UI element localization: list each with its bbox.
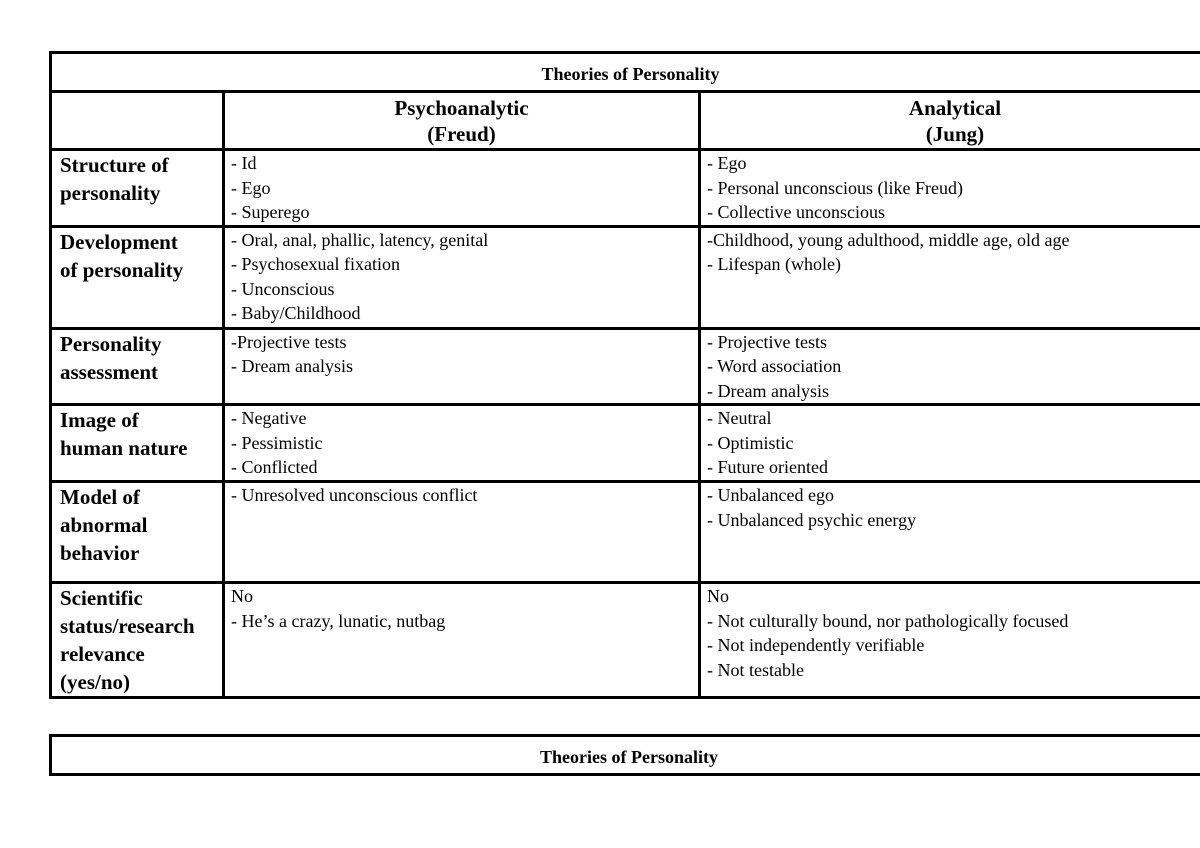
jung-cell [700, 328, 1200, 405]
row-label [51, 226, 224, 328]
row-label [51, 405, 224, 482]
freud-cell-line: - Baby/Childhood [231, 303, 361, 323]
freud-cell-line: - Conflicted [231, 457, 318, 477]
table-row [51, 328, 1200, 405]
jung-cell-line: - Word association [707, 356, 842, 376]
jung-cell-line: - Neutral [707, 408, 772, 428]
freud-cell-line: - Psychosexual fixation [231, 254, 400, 274]
jung-cell-line: - Future oriented [707, 457, 828, 477]
row-label-line: of personality [60, 257, 184, 282]
jung-cell [700, 482, 1200, 583]
freud-cell-line: - Unresolved unconscious conflict [231, 485, 478, 505]
jung-cell-line: - Not testable [707, 659, 804, 680]
row-label-line: (yes/no) [60, 670, 130, 694]
row-label-line: relevance [60, 642, 145, 666]
freud-cell-line: - Pessimistic [231, 432, 323, 453]
table-title: Theories of Personality [51, 53, 1200, 92]
jung-cell [700, 583, 1200, 698]
freud-cell [224, 328, 700, 405]
row-label-line: behavior [60, 541, 140, 565]
table-title-row [51, 736, 1200, 775]
freud-cell-line: - He’s a crazy, lunatic, nutbag [231, 610, 446, 631]
column-header-freud-title: Psychoanalytic [394, 96, 529, 120]
table-title: Theories of Personality [51, 736, 1200, 775]
column-header-freud-subtitle: (Freud) [427, 122, 496, 146]
row-label-line: abnormal [60, 513, 148, 537]
row-label [51, 583, 224, 698]
column-header-jung-subtitle: (Jung) [925, 122, 985, 146]
table-title-row [51, 53, 1200, 92]
row-label-line: personality [60, 181, 161, 205]
personality-theories-table-2 [49, 734, 1200, 776]
jung-cell-line: - Unbalanced psychic energy [707, 509, 917, 530]
row-label-line: Scientific [60, 586, 143, 610]
jung-cell-line: - Ego [707, 153, 747, 173]
row-label [51, 482, 224, 583]
freud-cell-line: - Dream analysis [231, 356, 353, 376]
row-label-line: Personality [60, 331, 162, 356]
jung-cell-line: - Not independently verifiable [707, 635, 925, 655]
freud-cell [224, 583, 700, 698]
jung-cell [700, 150, 1200, 227]
freud-cell-line: -Projective tests [231, 331, 347, 352]
personality-theories-table [49, 51, 1200, 699]
row-label-line: assessment [60, 359, 158, 384]
jung-cell [700, 405, 1200, 482]
column-header-jung-title: Analytical [908, 96, 1002, 120]
freud-cell-line: - Id [231, 153, 257, 173]
freud-cell [224, 226, 700, 328]
table-row [51, 482, 1200, 583]
freud-cell-line: No [231, 586, 253, 606]
jung-cell-line: - Unbalanced ego [707, 485, 834, 505]
row-label-line: human nature [60, 436, 188, 460]
freud-cell-line: - Ego [231, 177, 271, 198]
jung-cell-line: - Optimistic [707, 432, 794, 453]
column-header-row [51, 92, 1200, 150]
row-label [51, 150, 224, 227]
jung-cell-line: - Not culturally bound, nor pathologically focused [707, 610, 1069, 631]
freud-cell [224, 405, 700, 482]
freud-cell-line: - Oral, anal, phallic, latency, genital [231, 229, 489, 250]
jung-cell [700, 226, 1200, 328]
jung-cell-line: - Lifespan (whole) [707, 254, 841, 274]
row-label-line: Development [60, 229, 178, 254]
corner-cell [51, 92, 224, 150]
row-label-line: Structure of [60, 153, 169, 177]
row-label-line: status/research [60, 614, 195, 638]
row-label [51, 328, 224, 405]
freud-cell [224, 150, 700, 227]
jung-cell-line: - Collective unconscious [707, 202, 885, 222]
column-header-jung [700, 92, 1200, 150]
jung-cell-line: - Personal unconscious (like Freud) [707, 177, 963, 198]
jung-cell-line: - Dream analysis [707, 380, 829, 401]
freud-cell-line: - Superego [231, 202, 310, 222]
jung-cell-line: No [707, 586, 729, 606]
table-row [51, 405, 1200, 482]
freud-cell-line: - Negative [231, 408, 307, 428]
jung-cell-line: - Projective tests [707, 331, 827, 352]
table-row [51, 226, 1200, 328]
freud-cell [224, 482, 700, 583]
column-header-freud [224, 92, 700, 150]
row-label-line: Image of [60, 408, 139, 432]
row-label-line: Model of [60, 485, 140, 509]
table-row [51, 583, 1200, 698]
freud-cell-line: - Unconscious [231, 278, 335, 299]
jung-cell-line: -Childhood, young adulthood, middle age, old age [707, 229, 1070, 250]
table-row [51, 150, 1200, 227]
